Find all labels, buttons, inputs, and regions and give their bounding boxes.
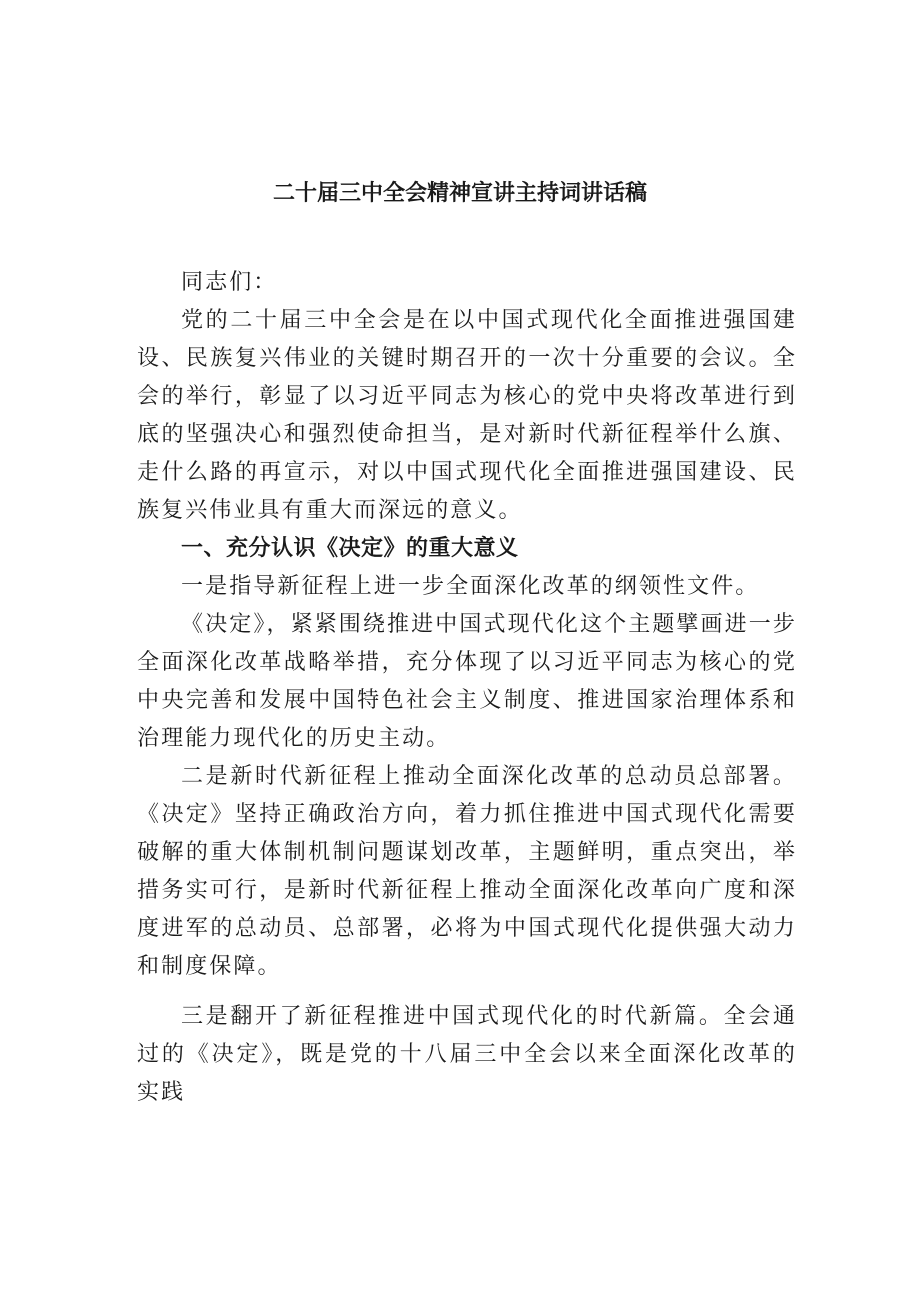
- paragraph-intro: 党的二十届三中全会是在以中国式现代化全面推进强国建设、民族复兴伟业的关键时期召开的一次十分重要的会议。全会的举行，彰显了以习近平同志为核心的党中央将改革进行到底的坚强决心和强烈使命担当，是对新时代新征程举什么旗、走什么路的再宣示，对以中国式现代化全面推进强国建设、民族复兴伟业具有重大而深远的意义。: [137, 308, 797, 523]
- paragraph-point-1-detail: 《决定》，紧紧围绕推进中国式现代化这个主题擘画进一步全面深化改革战略举措，充分体现了以习近平同志为核心的党中央完善和发展中国特色社会主义制度、推进国家治理体系和治理能力现代化的历史主动。: [137, 612, 797, 751]
- paragraph-point-3: 三是翻开了新征程推进中国式现代化的时代新篇。全会通过的《决定》，既是党的十八届三中全会以来全面深化改革的实践: [137, 1004, 797, 1105]
- paragraph-point-1: 一是指导新征程上进一步全面深化改革的纲领性文件。: [181, 574, 760, 599]
- document-title: 二十届三中全会精神宣讲主持词讲话稿: [272, 181, 647, 206]
- document-body: [137, 264, 797, 1112]
- section-heading-1: 一、充分认识《决定》的重大意义: [181, 536, 519, 561]
- salutation: 同志们：: [181, 270, 278, 295]
- paragraph-point-2: 二是新时代新征程上推动全面深化改革的总动员总部署。《决定》坚持正确政治方向，着力抓住推进中国式现代化需要破解的重大体制机制问题谋划改革，主题鲜明，重点突出，举措务实可行，是新时代新征程上推动全面深化改革向广度和深度进军的总动员、总部署，必将为中国式现代化提供强大动力和制度保障。: [137, 764, 797, 979]
